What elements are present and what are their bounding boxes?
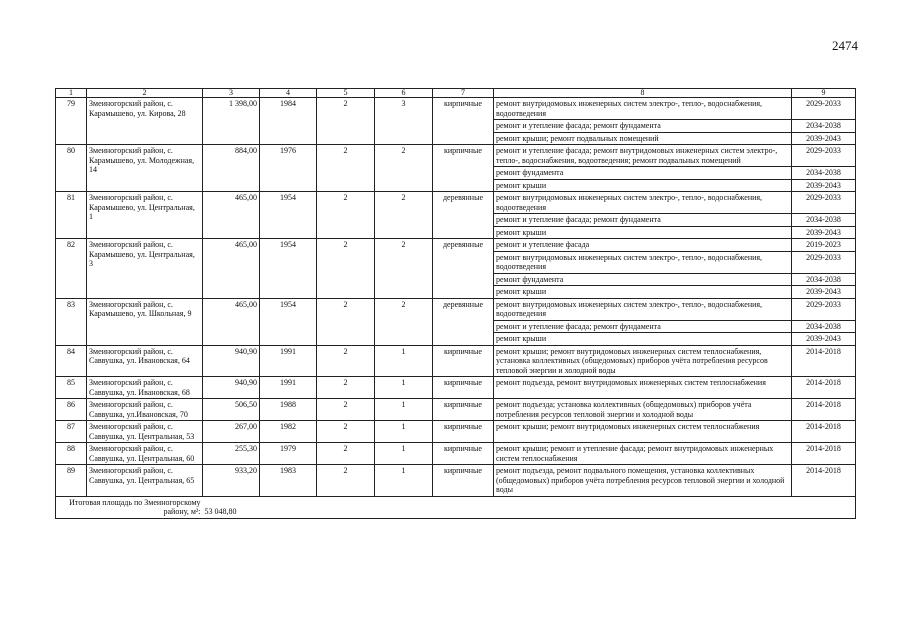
period-cell: 2029-2033 [792,251,856,273]
wall-material-cell: кирпичные [433,421,494,443]
floors-cell: 2 [317,443,375,465]
row-number-cell: 83 [56,298,87,345]
work-type-cell: ремонт крыши [494,226,792,239]
entrances-cell: 1 [375,465,433,497]
wall-material-cell: деревянные [433,239,494,299]
entrances-cell: 1 [375,399,433,421]
wall-material-cell: кирпичные [433,145,494,192]
period-cell: 2029-2033 [792,145,856,167]
table-row [56,377,856,399]
column-header: 6 [375,89,433,98]
area-cell: 267,00 [203,421,260,443]
year-cell: 1991 [260,377,317,399]
wall-material-cell: кирпичные [433,345,494,377]
total-value: 53 048,80 [203,496,317,518]
entrances-cell: 3 [375,98,433,145]
table-row [56,399,856,421]
work-type-cell: ремонт и утепление фасада; ремонт фундамента [494,320,792,333]
year-cell: 1954 [260,298,317,345]
period-cell: 2034-2038 [792,167,856,180]
area-cell: 465,00 [203,192,260,239]
period-cell: 2014-2018 [792,377,856,399]
work-type-cell: ремонт внутридомовых инженерных систем электро-, тепло-, водоснабжения, водоотведения [494,98,792,120]
work-type-cell: ремонт крыши [494,286,792,299]
work-type-cell: ремонт и утепление фасада; ремонт фундамента [494,120,792,133]
address-cell: Змеиногорский район, с. Саввушка, ул. Центральная, 53 [87,421,203,443]
address-cell: Змеиногорский район, с. Саввушка, ул. Центральная, 65 [87,465,203,497]
year-cell: 1954 [260,239,317,299]
area-cell: 940,90 [203,345,260,377]
work-type-cell: ремонт крыши; ремонт внутридомовых инженерных систем теплоснабжения [494,421,792,443]
period-cell: 2029-2033 [792,192,856,214]
row-number-cell: 81 [56,192,87,239]
period-cell: 2034-2038 [792,120,856,133]
row-number-cell: 82 [56,239,87,299]
work-type-cell: ремонт и утепление фасада [494,239,792,252]
period-cell: 2039-2043 [792,333,856,346]
page-number: 2474 [832,38,858,53]
work-type-cell: ремонт крыши; ремонт подвальных помещений [494,132,792,145]
area-cell: 465,00 [203,298,260,345]
table-row [56,421,856,443]
work-type-cell: ремонт внутридомовых инженерных систем электро-, тепло-, водоснабжения, водоотведения [494,298,792,320]
entrances-cell: 2 [375,239,433,299]
housing-repair-table [55,88,856,519]
column-header: 8 [494,89,792,98]
address-cell: Змеиногорский район, с. Саввушка, ул. Ивановская, 64 [87,345,203,377]
period-cell: 2019-2023 [792,239,856,252]
total-row [56,496,856,518]
work-type-cell: ремонт фундамента [494,167,792,180]
column-header: 4 [260,89,317,98]
entrances-cell: 2 [375,145,433,192]
row-number-cell: 86 [56,399,87,421]
work-type-cell: ремонт подъезда, ремонт внутридомовых инженерных систем теплоснабжения [494,377,792,399]
floors-cell: 2 [317,465,375,497]
year-cell: 1982 [260,421,317,443]
entrances-cell: 1 [375,345,433,377]
entrances-cell: 1 [375,377,433,399]
period-cell: 2034-2038 [792,273,856,286]
period-cell: 2029-2033 [792,298,856,320]
wall-material-cell: деревянные [433,192,494,239]
period-cell: 2034-2038 [792,214,856,227]
wall-material-cell: деревянные [433,298,494,345]
period-cell: 2014-2018 [792,421,856,443]
area-cell: 255,30 [203,443,260,465]
table-row [56,239,856,252]
work-type-cell: ремонт подъезда; установка коллективных (общедомовых) приборов учёта потребления ресурсов тепловой энергии и холодной воды [494,399,792,421]
table-row [56,345,856,377]
floors-cell: 2 [317,145,375,192]
period-cell: 2034-2038 [792,320,856,333]
wall-material-cell: кирпичные [433,377,494,399]
column-number-row [56,89,856,98]
work-type-cell: ремонт и утепление фасада; ремонт внутридомовых инженерных систем электро-, тепло-, водоснабжения, водоотведения; ремонт подвальных помещений [494,145,792,167]
year-cell: 1984 [260,98,317,145]
year-cell: 1954 [260,192,317,239]
address-cell: Змеиногорский район, с. Карамышево, ул. Молодежная, 14 [87,145,203,192]
entrances-cell: 2 [375,192,433,239]
area-cell: 506,50 [203,399,260,421]
period-cell: 2014-2018 [792,345,856,377]
year-cell: 1976 [260,145,317,192]
entrances-cell: 2 [375,298,433,345]
floors-cell: 2 [317,377,375,399]
address-cell: Змеиногорский район, с. Карамышево, ул. Кирова, 28 [87,98,203,145]
row-number-cell: 80 [56,145,87,192]
period-cell: 2039-2043 [792,179,856,192]
work-type-cell: ремонт крыши; ремонт внутридомовых инженерных систем теплоснабжения, установка коллективных (общедомовых) приборов учёта потребления ресурсов тепловой энергии и холодной воды [494,345,792,377]
floors-cell: 2 [317,399,375,421]
address-cell: Змеиногорский район, с. Карамышево, ул. Школьная, 9 [87,298,203,345]
address-cell: Змеиногорский район, с. Карамышево, ул. Центральная, 1 [87,192,203,239]
period-cell: 2014-2018 [792,399,856,421]
year-cell: 1991 [260,345,317,377]
address-cell: Змеиногорский район, с. Саввушка, ул. Ивановская, 68 [87,377,203,399]
area-cell: 933,20 [203,465,260,497]
period-cell: 2029-2033 [792,98,856,120]
column-header: 1 [56,89,87,98]
floors-cell: 2 [317,345,375,377]
period-cell: 2039-2043 [792,132,856,145]
work-type-cell: ремонт крыши [494,333,792,346]
work-type-cell: ремонт и утепление фасада; ремонт фундамента [494,214,792,227]
row-number-cell: 79 [56,98,87,145]
address-cell: Змеиногорский район, с. Саввушка, ул. Центральная, 60 [87,443,203,465]
row-number-cell: 89 [56,465,87,497]
entrances-cell: 1 [375,421,433,443]
wall-material-cell: кирпичные [433,443,494,465]
total-label: Итоговая площадь по Змеиногорскому району, м²: [56,496,203,518]
area-cell: 1 398,00 [203,98,260,145]
year-cell: 1979 [260,443,317,465]
row-number-cell: 88 [56,443,87,465]
period-cell: 2014-2018 [792,465,856,497]
column-header: 3 [203,89,260,98]
floors-cell: 2 [317,239,375,299]
address-cell: Змеиногорский район, с. Саввушка, ул.Ивановская, 70 [87,399,203,421]
entrances-cell: 1 [375,443,433,465]
floors-cell: 2 [317,98,375,145]
wall-material-cell: кирпичные [433,98,494,145]
area-cell: 940,90 [203,377,260,399]
row-number-cell: 84 [56,345,87,377]
table-row [56,443,856,465]
column-header: 2 [87,89,203,98]
table-row [56,298,856,320]
area-cell: 465,00 [203,239,260,299]
year-cell: 1983 [260,465,317,497]
row-number-cell: 85 [56,377,87,399]
column-header: 5 [317,89,375,98]
table-row [56,98,856,120]
work-type-cell: ремонт внутридомовых инженерных систем электро-, тепло-, водоснабжения, водоотведения [494,251,792,273]
column-header: 9 [792,89,856,98]
column-header: 7 [433,89,494,98]
table-row [56,465,856,497]
work-type-cell: ремонт крыши; ремонт и утепление фасада; ремонт внутридомовых инженерных систем теплоснабжения [494,443,792,465]
period-cell: 2039-2043 [792,226,856,239]
period-cell: 2014-2018 [792,443,856,465]
work-type-cell: ремонт крыши [494,179,792,192]
area-cell: 884,00 [203,145,260,192]
work-type-cell: ремонт фундамента [494,273,792,286]
year-cell: 1988 [260,399,317,421]
wall-material-cell: кирпичные [433,465,494,497]
floors-cell: 2 [317,298,375,345]
floors-cell: 2 [317,421,375,443]
floors-cell: 2 [317,192,375,239]
row-number-cell: 87 [56,421,87,443]
wall-material-cell: кирпичные [433,399,494,421]
total-empty-cell [317,496,856,518]
work-type-cell: ремонт внутридомовых инженерных систем электро-, тепло-, водоснабжения, водоотведения [494,192,792,214]
table-row [56,192,856,214]
period-cell: 2039-2043 [792,286,856,299]
address-cell: Змеиногорский район, с. Карамышево, ул. Центральная, 3 [87,239,203,299]
table-row [56,145,856,167]
work-type-cell: ремонт подъезда, ремонт подвального помещения, установка коллективных (общедомовых) приборов учёта потребления ресурсов тепловой энергии и холодной воды [494,465,792,497]
